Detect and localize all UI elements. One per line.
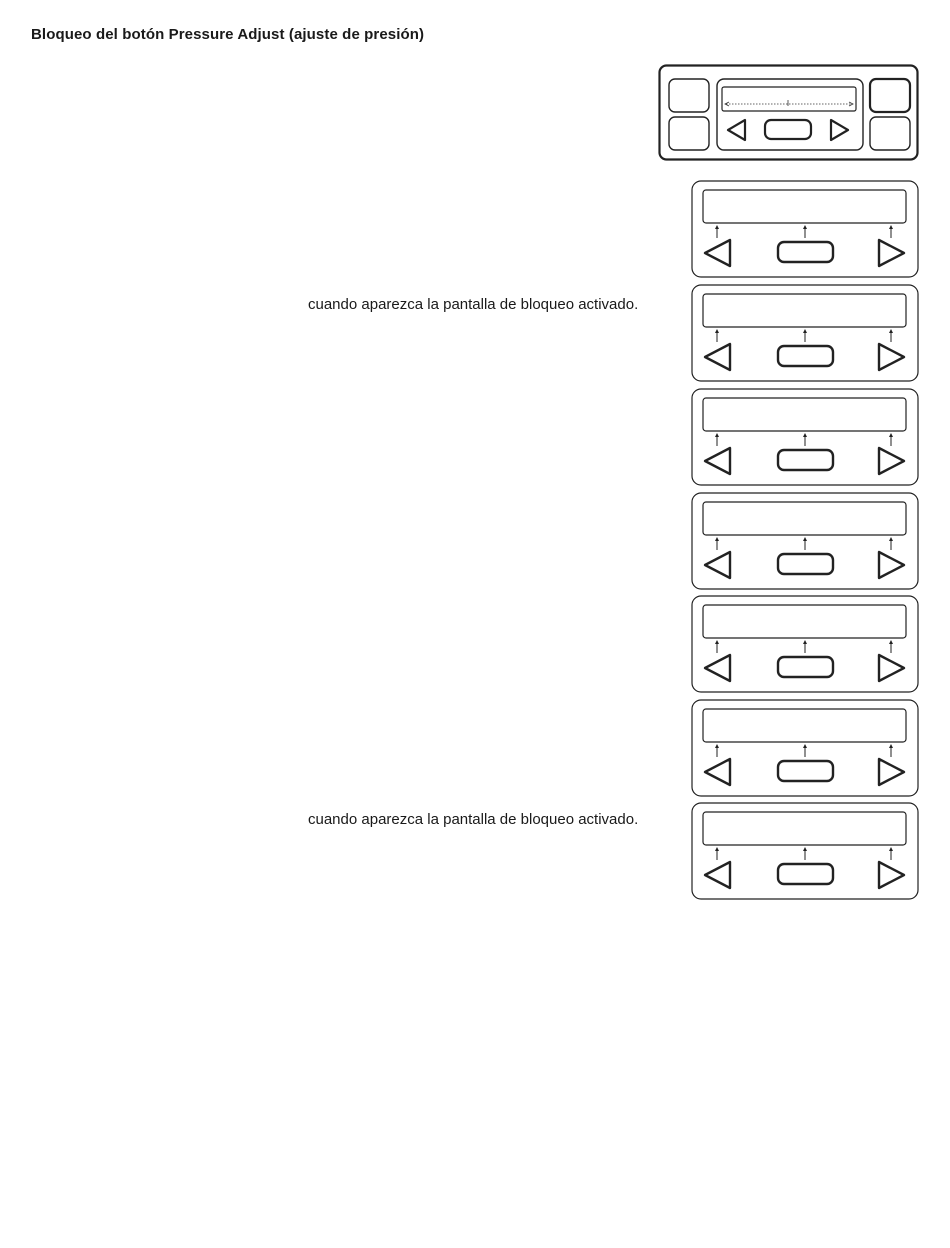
panel-button-bottom-right: [870, 117, 910, 150]
panel-button-bottom-left: [669, 117, 709, 150]
center-button-icon: [778, 242, 833, 262]
instruction-note: cuando aparezca la pantalla de bloqueo activado.: [308, 296, 639, 313]
unit-screen: [703, 605, 906, 638]
panel-display-screen: [722, 87, 856, 111]
display-unit: [691, 388, 919, 486]
control-panel-figure: [658, 64, 920, 162]
display-unit: [691, 595, 919, 693]
display-unit: [691, 284, 919, 382]
center-button-icon: [778, 346, 833, 366]
panel-button-top-left: [669, 79, 709, 112]
unit-screen: [703, 812, 906, 845]
unit-screen: [703, 398, 906, 431]
center-button-icon: [778, 761, 833, 781]
center-button-icon: [778, 657, 833, 677]
unit-screen: [703, 502, 906, 535]
display-unit: [691, 492, 919, 590]
center-button-icon: [765, 120, 811, 139]
unit-screen: [703, 709, 906, 742]
page-title: Bloqueo del botón Pressure Adjust (ajuste de presión): [31, 26, 425, 43]
display-unit: [691, 699, 919, 797]
panel-button-top-right: [870, 79, 910, 112]
unit-screen: [703, 294, 906, 327]
unit-screen: [703, 190, 906, 223]
display-unit: [691, 802, 919, 900]
center-button-icon: [778, 450, 833, 470]
display-unit: [691, 180, 919, 278]
instruction-note: cuando aparezca la pantalla de bloqueo activado.: [308, 811, 639, 828]
center-button-icon: [778, 864, 833, 884]
center-button-icon: [778, 554, 833, 574]
